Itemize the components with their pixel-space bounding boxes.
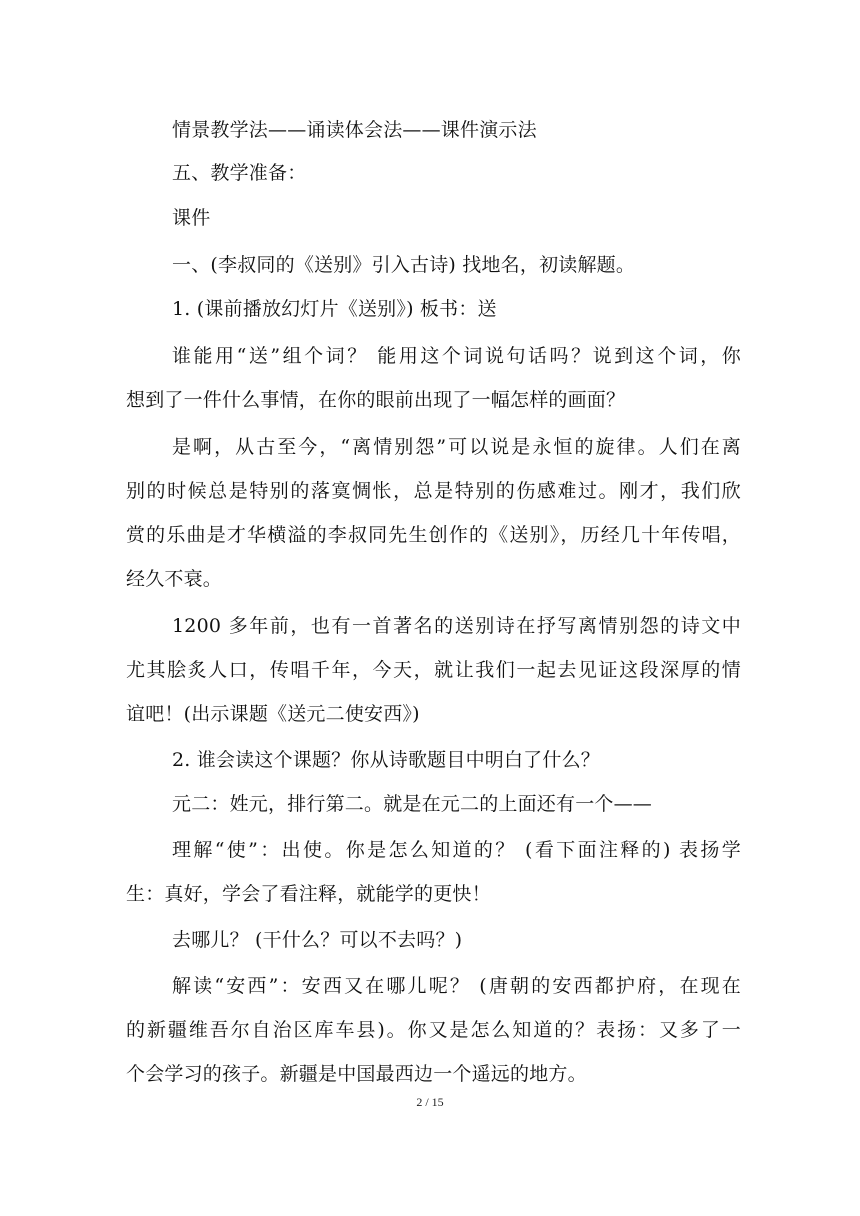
paragraph-line: 去哪儿？ (干什么？可以不去吗？) <box>172 929 463 951</box>
page-number: 2 / 15 <box>416 1095 444 1109</box>
paragraph-line: 尤其脍炙人口，传唱千年，今天，就让我们一起去见证这段深厚的情 <box>126 659 741 681</box>
paragraph-line: 的新疆维吾尔自治区库车县)。你又是怎么知道的？表扬：又多了一 <box>126 1019 741 1041</box>
teaching-method-line: 情景教学法——诵读体会法——课件演示法 <box>172 119 537 141</box>
paragraph-line: 元二：姓元，排行第二。就是在元二的上面还有一个—— <box>172 793 653 815</box>
part-one-heading: 一、(李叔同的《送别》引入古诗) 找地名，初读解题。 <box>172 254 636 276</box>
paragraph-line: 生：真好，学会了看注释，就能学的更快！ <box>126 883 491 905</box>
paragraph-line: 经久不衰。 <box>126 568 223 590</box>
courseware-line: 课件 <box>172 207 211 229</box>
paragraph-line: 是啊，从古至今，“离情别怨”可以说是永恒的旋律。人们在离 <box>172 436 741 458</box>
step-two-line: 2. 谁会读这个课题？你从诗歌题目中明白了什么？ <box>172 749 600 771</box>
paragraph-line: 赏的乐曲是才华横溢的李叔同先生创作的《送别》，历经几十年传唱， <box>126 524 741 546</box>
paragraph-line: 想到了一件什么事情，在你的眼前出现了一幅怎样的画面？ <box>126 389 626 411</box>
paragraph-line: 别的时候总是特别的落寞惆怅，总是特别的伤感难过。刚才，我们欣 <box>126 480 741 502</box>
paragraph-line: 解读“安西”：安西又在哪儿呢？ (唐朝的安西都护府，在现在 <box>172 975 741 997</box>
paragraph-line: 个会学习的孩子。新疆是中国最西边一个遥远的地方。 <box>126 1063 587 1085</box>
paragraph-line: 1200 多年前，也有一首著名的送别诗在抒写离情别怨的诗文中 <box>172 615 741 637</box>
paragraph-line: 谁能用“送”组个词？ 能用这个词说句话吗？说到这个词，你 <box>172 345 741 367</box>
paragraph-line: 谊吧！(出示课题《送元二使安西》) <box>126 703 420 725</box>
step-one-line: 1. (课前播放幻灯片《送别》) 板书：送 <box>172 298 497 320</box>
paragraph-line: 理解“使”：出使。你是怎么知道的？ (看下面注释的) 表扬学 <box>172 839 741 861</box>
section-five-heading: 五、教学准备： <box>172 162 307 184</box>
